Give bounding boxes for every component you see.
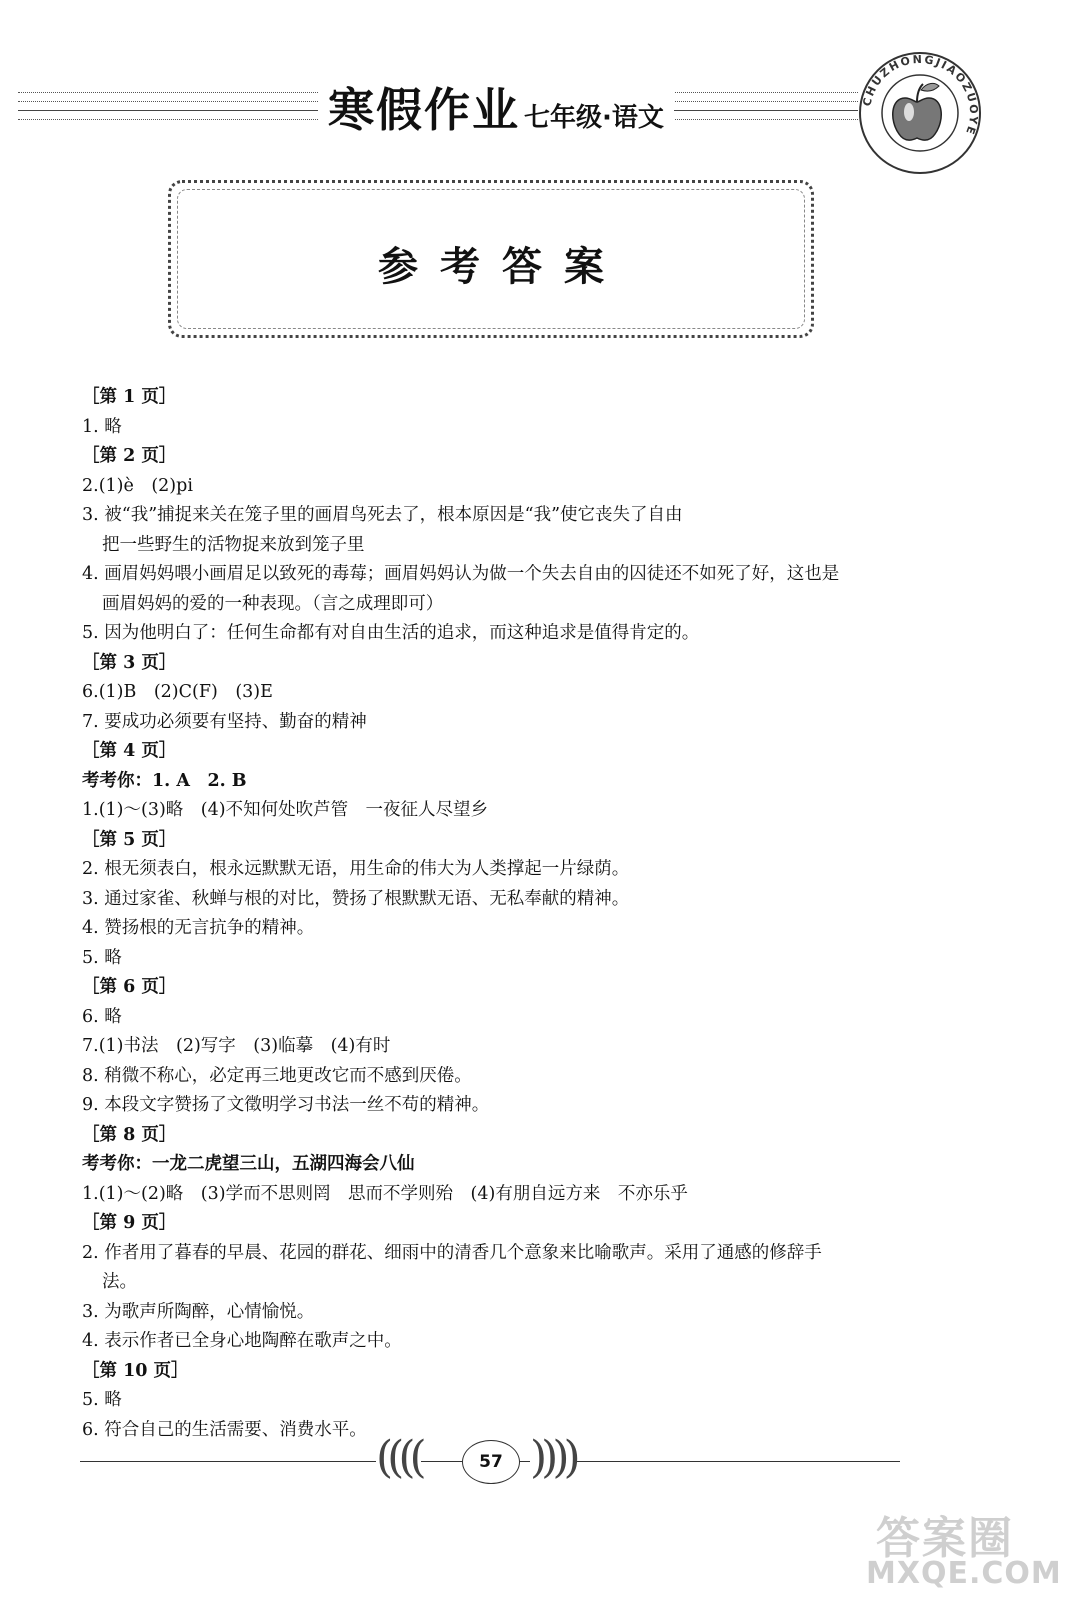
section-heading: ［第 8 页］ xyxy=(82,1124,177,1145)
section-heading: ［第 2 页］ xyxy=(82,446,177,466)
section-heading: ［第 1 页］ xyxy=(82,387,177,407)
section-heading: ［第 6 页］ xyxy=(82,977,177,997)
answer-title-frame xyxy=(168,180,814,338)
answer-line: 2.(1)è (2)pi xyxy=(82,475,193,496)
answer-line: 8. 稍微不称心，必定再三地更改它而不感到厌倦。 xyxy=(82,1065,472,1086)
answer-line: 考考你：1. A 2. B xyxy=(82,770,247,791)
answer-line: 6. 符合自己的生活需要、消费水平。 xyxy=(82,1419,367,1440)
section-heading: ［第 10 页］ xyxy=(82,1360,189,1381)
section-heading: ［第 5 页］ xyxy=(82,829,177,850)
book-title-subtitle: 七年级·语文 xyxy=(524,103,664,133)
answer-line: 把一些野生的活物捉来放到笼子里 xyxy=(102,534,365,555)
section-heading: ［第 3 页］ xyxy=(82,652,177,673)
answer-line: 5. 因为他明白了：任何生命都有对自由生活的追求，而这种追求是值得肯定的。 xyxy=(82,623,700,643)
answer-list xyxy=(82,383,922,1445)
answer-line: 1.(1)～(3)略 (4)不知何处吹芦管 一夜征人尽望乡 xyxy=(82,800,489,820)
book-title xyxy=(318,74,674,140)
footer-ornament-right: )))) xyxy=(530,1432,575,1483)
logo-text: CHUZHONGJIAOZUOYE xyxy=(860,52,981,138)
section-heading: ［第 9 页］ xyxy=(82,1213,177,1233)
answer-line: 3. 通过家雀、秋蝉与根的对比，赞扬了根默默无语、无私奉献的精神。 xyxy=(82,888,630,909)
page-number: 57 xyxy=(462,1440,520,1484)
answer-line: 3. 被“我”捕捉来关在笼子里的画眉鸟死去了，根本原因是“我”使它丧失了自由 xyxy=(82,505,683,525)
answer-line: 6. 略 xyxy=(82,1006,122,1027)
answer-line: 6.(1)B (2)C(F) (3)E xyxy=(82,682,273,702)
answer-title: 参考答案 xyxy=(378,243,626,290)
answer-line: 7.(1)书法 (2)写字 (3)临摹 (4)有时 xyxy=(82,1036,391,1056)
answer-line: 7. 要成功必须要有坚持、勤奋的精神 xyxy=(82,711,367,732)
answer-line: 4. 赞扬根的无言抗争的精神。 xyxy=(82,918,315,938)
answer-line: 4. 画眉妈妈喂小画眉足以致死的毒莓；画眉妈妈认为做一个失去自由的囚徒还不如死了好，这也是 xyxy=(82,564,840,584)
watermark-text-bottom: MXQE.COM xyxy=(866,1556,1062,1591)
answer-line: 1.(1)～(2)略 (3)学而不思则罔 思而不学则殆 (4)有朋自远方来 不亦乐乎 xyxy=(82,1183,688,1204)
watermark-text-top: 答案圈 xyxy=(876,1513,1014,1564)
answer-line: 9. 本段文字赞扬了文徵明学习书法一丝不苟的精神。 xyxy=(82,1095,490,1115)
answer-line: 1. 略 xyxy=(82,416,122,437)
answer-line: 2. 作者用了暮春的早晨、花园的群花、细雨中的清香几个意象来比喻歌声。采用了通感的修辞手 xyxy=(82,1242,822,1263)
answer-line: 法。 xyxy=(102,1272,137,1292)
answer-line: 画眉妈妈的爱的一种表现。（言之成理即可） xyxy=(102,593,444,614)
answer-line: 2. 根无须表白，根永远默默无语，用生命的伟大为人类撑起一片绿荫。 xyxy=(82,859,630,879)
watermark-logo xyxy=(856,1502,1062,1598)
footer-ornament-left: (((( xyxy=(376,1432,421,1483)
answer-line: 5. 略 xyxy=(82,1390,122,1410)
section-heading: ［第 4 页］ xyxy=(82,741,177,761)
answer-line: 考考你：一龙二虎望三山，五湖四海会八仙 xyxy=(82,1154,415,1174)
answer-line: 5. 略 xyxy=(82,947,122,968)
book-title-main: 寒假作业 xyxy=(328,83,520,137)
apple-icon xyxy=(855,48,985,178)
answer-line: 3. 为歌声所陶醉，心情愉悦。 xyxy=(82,1301,315,1322)
answer-line: 4. 表示作者已全身心地陶醉在歌声之中。 xyxy=(82,1331,402,1351)
